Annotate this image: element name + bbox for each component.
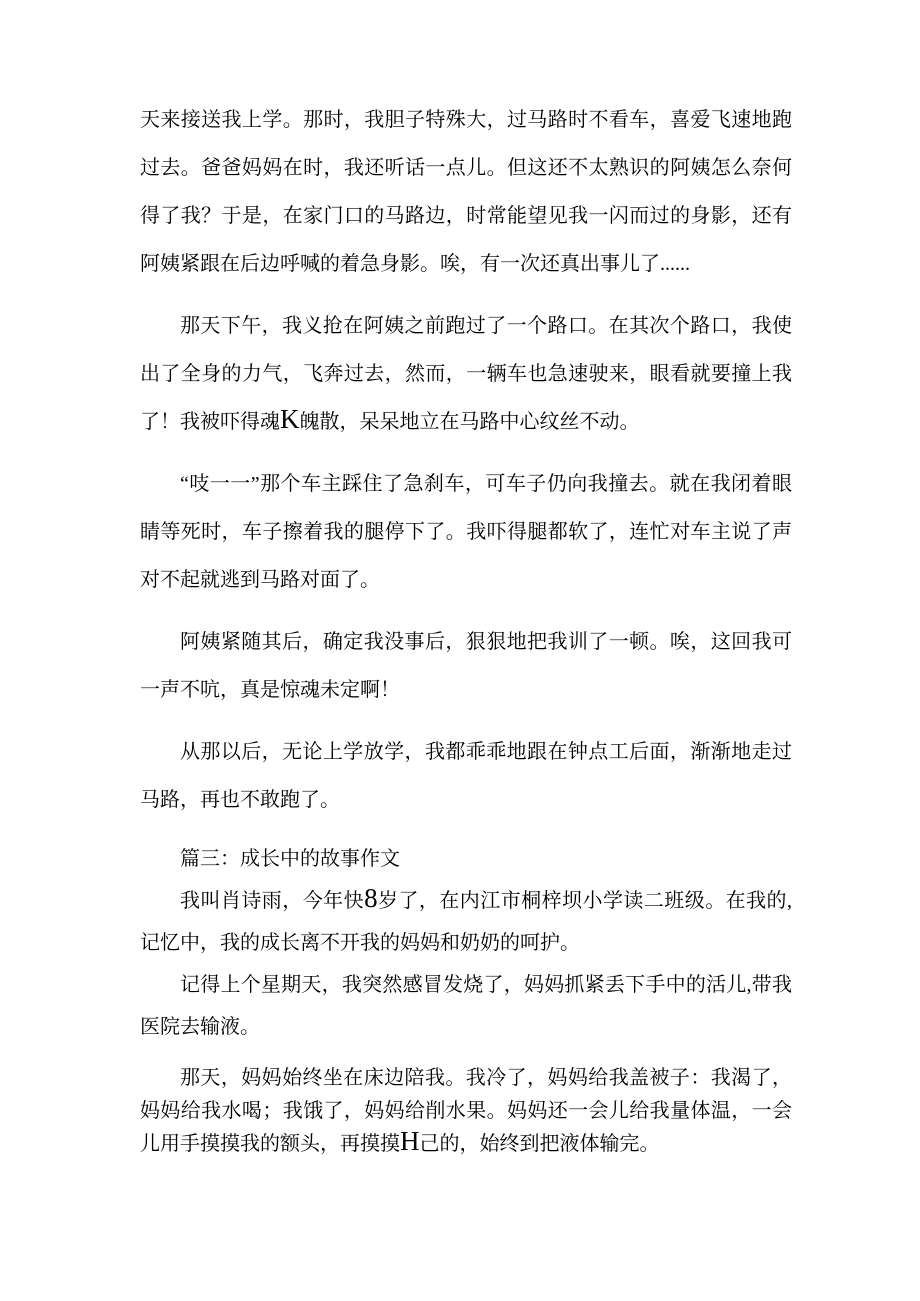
paragraph: “吱一一”那个车主踩住了急刹车，可车子仍向我撞去。就在我闭着眼睛等死时，车子擦着我的腿停下了。我吓得腿都软了，连忙对车主说了声对不起就逃到马路对面了。 (140, 473, 792, 591)
latin-glyph: H (400, 1126, 420, 1156)
paragraph: 天来接送我上学。那时，我胆子特殊大，过马路时不看车，喜爱飞速地跑过去。爸爸妈妈在时，我还听话一点儿。但这还不太熟识的阿姨怎么奈何得了我？于是，在家门口的马路边，时常能望见我一闪而过的身影，还有阿姨紧跟在后边呼喊的着急身影。唉，有一次还真出事儿了...... (140, 109, 792, 275)
paragraph: 阿姨紧随其后，确定我没事后，狠狠地把我训了一顿。唉，这回我可一声不吭，真是惊魂未定啊！ (140, 631, 792, 701)
latin-glyph: 8 (364, 883, 378, 913)
paragraph: 那天下午，我义抢在阿姨之前跑过了一个路口。在其次个路口，我使出了全身的力气，飞奔过去，然而，一辆车也急速驶来，眼看就要撞上我了！我被吓得魂K魄散，呆呆地立在马路中心纹丝不动。 (140, 315, 792, 434)
paragraph: 记得上个星期天，我突然感冒发烧了，妈妈抓紧丢下手中的活儿,带我医院去输液。 (140, 974, 792, 1038)
latin-glyph: K (280, 404, 300, 434)
paragraph: 篇三：成长中的故事作文 (180, 848, 400, 870)
paragraph: 那天，妈妈始终坐在床边陪我。我冷了，妈妈给我盖被子：我渴了，妈妈给我水喝；我饿了，妈妈给削水果。妈妈还一会儿给我量体温，一会儿用手摸摸我的额头，再摸摸H己的，始终到把液体输完。 (140, 1067, 792, 1156)
document-body (140, 96, 792, 1161)
paragraph: 从那以后，无论上学放学，我都乖乖地跟在钟点工后面，渐渐地走过马路，再也不敢跑了。 (140, 741, 792, 811)
paragraph: 我叫肖诗雨，今年快8岁了，在内江市桐梓坝小学读二班级。在我的,记忆中，我的成长离不开我的妈妈和奶奶的呵护。 (140, 883, 793, 954)
